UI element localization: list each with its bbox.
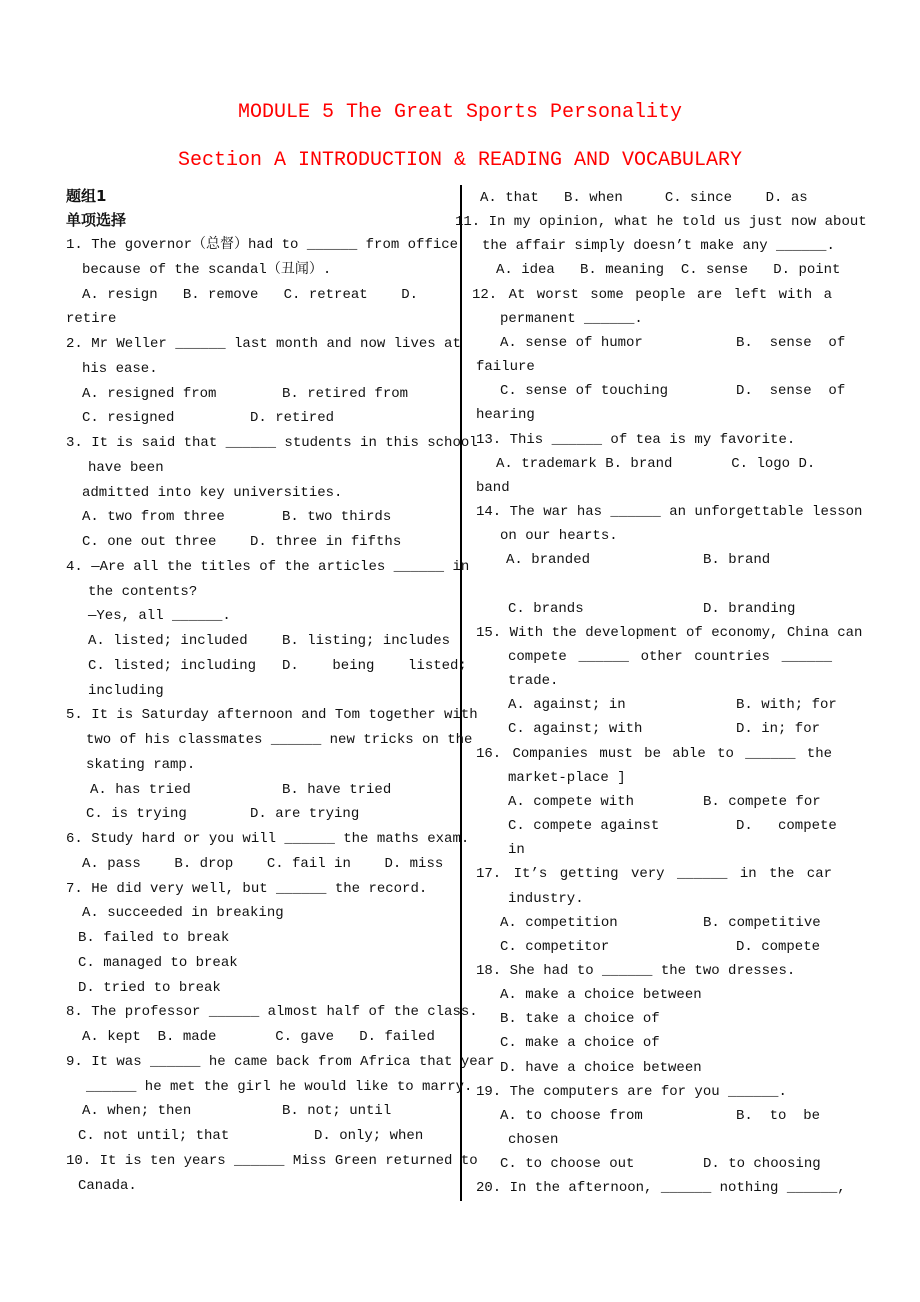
- option-text: C. brands: [508, 600, 584, 617]
- text-line: [0, 1176, 920, 1200]
- option-text: B. retired from: [282, 385, 409, 402]
- option-text: C. resigned: [82, 410, 175, 427]
- line-text: failure: [476, 359, 535, 376]
- text-line: [0, 621, 920, 645]
- text-line: [0, 1152, 920, 1176]
- right-column: [0, 186, 920, 1201]
- option-text: A. competition: [500, 914, 618, 931]
- option-text: B. not; until: [282, 1103, 392, 1120]
- option-text: C. competitor: [500, 938, 610, 955]
- option-text: C. sense of touching: [500, 383, 669, 400]
- text-line: [0, 1053, 920, 1080]
- option-text: D. retired: [250, 410, 335, 427]
- section-title: Section A INTRODUCTION & READING AND VOCABULARY: [177, 149, 743, 172]
- option-text: C. is trying: [86, 806, 187, 823]
- text-line: [0, 355, 920, 379]
- option-text: C. against; with: [508, 721, 643, 738]
- option-text: A. branded: [506, 552, 591, 569]
- line-text: band: [476, 479, 510, 496]
- option-text: D. three in fifths: [250, 534, 402, 550]
- line-text: —Yes, all ______.: [88, 608, 231, 625]
- line-text: 19. The computers are for you ______.: [476, 1083, 787, 1100]
- line-text: D. have a choice between: [500, 1059, 702, 1076]
- option-text: D. sense of: [736, 383, 846, 400]
- line-text: A. resign B. remove C. retreat D.: [82, 286, 419, 303]
- text-line: [0, 838, 920, 862]
- option-text: A. sense of humor: [500, 334, 643, 351]
- line-text: 10. It is ten years ______ Miss Green returned to: [66, 1152, 478, 1169]
- line-text: 8. The professor ______ almost half of the class.: [66, 1004, 478, 1021]
- line-text: C. make a choice of: [500, 1035, 660, 1052]
- line-text: 9. It was ______ he came back from Africa that year: [66, 1053, 495, 1070]
- option-text: D. being listed;: [282, 657, 467, 674]
- section-label: 单项选择: [66, 211, 127, 229]
- text-line: [0, 983, 920, 1007]
- option-text: A. compete with: [508, 793, 635, 810]
- text-line: [0, 234, 920, 258]
- line-text: market-place ]: [508, 769, 626, 786]
- line-text: A. make a choice between: [500, 987, 702, 1004]
- option-text: A. two from three: [82, 509, 225, 526]
- line-text: two of his classmates ______ new tricks on the: [86, 732, 473, 748]
- line-text: 16. Companies must be able to ______ the: [476, 745, 832, 762]
- text-line: [0, 1104, 920, 1128]
- option-text: D. compete: [736, 818, 837, 835]
- line-text: his ease.: [82, 360, 158, 377]
- line-text: 14. The war has ______ an unforgettable lesson: [476, 504, 863, 521]
- line-text: 12. At worst some people are left with a: [472, 286, 832, 303]
- text-line: [0, 742, 920, 766]
- text-line: [0, 452, 920, 476]
- text-line: [0, 573, 920, 597]
- line-text: A. idea B. meaning C. sense D. point: [496, 262, 841, 279]
- option-text: A. resigned from: [82, 385, 217, 402]
- option-text: D. branding: [703, 600, 796, 617]
- text-line: [0, 186, 920, 210]
- text-line: [0, 331, 920, 355]
- text-line: [0, 959, 920, 983]
- text-line: [0, 645, 920, 669]
- text-line: [0, 476, 920, 500]
- line-text: A. trademark B. brand C. logo D.: [496, 455, 816, 472]
- text-line: [0, 669, 920, 693]
- line-text: on our hearts.: [500, 528, 618, 545]
- line-text: C. managed to break: [78, 954, 238, 971]
- option-text: B. listing; includes: [282, 633, 451, 649]
- line-text: industry.: [508, 890, 584, 907]
- text-line: [0, 935, 920, 959]
- line-text: A. that B. when C. since D. as: [480, 190, 808, 206]
- option-text: A. has tried: [90, 781, 191, 798]
- line-text: have been: [88, 459, 164, 476]
- text-line: [0, 1007, 920, 1031]
- line-text: A. pass B. drop C. fail in D. miss: [82, 855, 444, 872]
- line-text: permanent ______.: [500, 310, 643, 327]
- line-text: the contents?: [88, 583, 198, 600]
- option-text: B. brand: [703, 552, 771, 569]
- text-line: [0, 790, 920, 814]
- text-line: [0, 717, 920, 741]
- option-text: B. compete for: [703, 793, 821, 810]
- line-text: skating ramp.: [86, 756, 196, 773]
- option-text: A. listed; included: [88, 633, 248, 649]
- option-text: A. to choose from: [500, 1107, 643, 1124]
- option-text: D. only; when: [314, 1128, 424, 1144]
- option-text: B. with; for: [736, 697, 837, 714]
- text-line: [0, 524, 920, 548]
- option-text: D. compete: [736, 938, 821, 955]
- line-text: in: [508, 842, 525, 859]
- line-text: B. failed to break: [78, 930, 230, 946]
- line-text: ______ he met the girl he would like to marry.: [86, 1078, 473, 1095]
- text-line: [0, 548, 920, 572]
- line-text: D. tried to break: [78, 979, 221, 996]
- text-line: [0, 862, 920, 886]
- line-text: trade.: [508, 673, 559, 690]
- line-text: 2. Mr Weller ______ last month and now lives at: [66, 336, 461, 352]
- line-text: 13. This ______ of tea is my favorite.: [476, 431, 796, 448]
- line-text: 1. The governor（总督）had to ______ from office: [66, 237, 459, 253]
- text-line: [0, 911, 920, 935]
- line-text: 6. Study hard or you will ______ the maths exam.: [66, 831, 470, 847]
- text-line: [0, 403, 920, 427]
- text-line: [0, 428, 920, 452]
- option-text: C. to choose out: [500, 1156, 635, 1173]
- text-line: [0, 283, 920, 307]
- line-text: 20. In the afternoon, ______ nothing ______,: [476, 1180, 846, 1197]
- line-text: because of the scandal（丑闻）.: [82, 261, 332, 278]
- option-text: C. one out three: [82, 534, 217, 550]
- line-text: 5. It is Saturday afternoon and Tom together with: [66, 707, 478, 724]
- text-line: [0, 210, 920, 234]
- line-text: retire: [66, 311, 117, 328]
- line-text: 4. —Are all the titles of the articles ______ in: [66, 558, 470, 575]
- line-text: hearing: [476, 407, 535, 424]
- text-line: [0, 379, 920, 403]
- option-text: D. to choosing: [703, 1156, 821, 1173]
- text-line: [0, 597, 920, 621]
- line-text: chosen: [508, 1132, 559, 1149]
- text-line: [0, 887, 920, 911]
- line-text: 17. It’s getting very ______ in the car: [476, 866, 832, 883]
- text-line: [0, 307, 920, 331]
- option-text: A. when; then: [82, 1103, 192, 1120]
- option-text: B. competitive: [703, 914, 821, 931]
- option-text: B. to be: [736, 1107, 821, 1124]
- option-text: B. have tried: [282, 781, 392, 798]
- line-text: 15. With the development of economy, China can: [476, 624, 863, 641]
- text-line: [0, 1128, 920, 1152]
- option-text: D. are trying: [250, 806, 360, 823]
- line-text: Canada.: [78, 1177, 137, 1194]
- option-text: C. compete against: [508, 818, 660, 835]
- line-text: 11. In my opinion, what he told us just now about: [455, 214, 867, 231]
- line-text: 3. It is said that ______ students in this school: [66, 435, 478, 451]
- text-line: [0, 814, 920, 838]
- page-title: MODULE 5 The Great Sports Personality: [237, 101, 683, 124]
- line-text: the affair simply doesn’t make any ______.: [482, 238, 835, 255]
- group-label: 题组1: [66, 187, 107, 205]
- text-line: [0, 1031, 920, 1055]
- line-text: A. kept B. made C. gave D. failed: [82, 1029, 435, 1045]
- text-line: [0, 1080, 920, 1104]
- line-text: including: [88, 682, 164, 699]
- line-text: A. succeeded in breaking: [82, 905, 284, 922]
- option-text: B. sense of: [736, 334, 846, 351]
- line-text: B. take a choice of: [500, 1011, 660, 1028]
- option-text: B. two thirds: [282, 509, 392, 526]
- line-text: compete ______ other countries ______: [508, 648, 832, 665]
- text-line: [0, 500, 920, 524]
- line-text: admitted into key universities.: [82, 484, 343, 501]
- text-line: [0, 258, 920, 282]
- option-text: D. in; for: [736, 721, 821, 738]
- text-line: [0, 693, 920, 717]
- option-text: C. not until; that: [78, 1128, 230, 1144]
- text-line: [0, 766, 920, 790]
- line-text: 7. He did very well, but ______ the record.: [66, 880, 428, 897]
- option-text: C. listed; including: [88, 657, 257, 674]
- option-text: A. against; in: [508, 697, 626, 714]
- line-text: 18. She had to ______ the two dresses.: [476, 963, 796, 979]
